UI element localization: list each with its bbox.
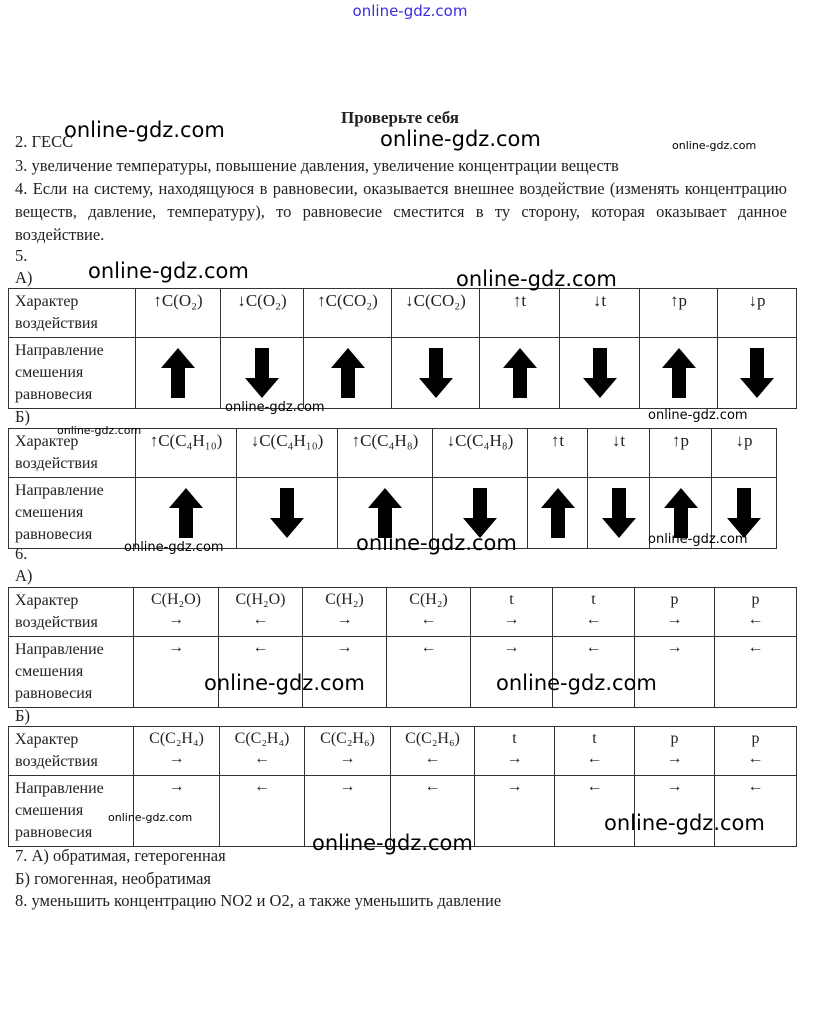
watermark: online-gdz.com [108, 811, 193, 824]
header-cell: t → [471, 588, 553, 637]
arrow-left-icon: ← [252, 611, 269, 628]
direction-cell [136, 338, 221, 409]
direction-cell [560, 338, 640, 409]
header-cell: ↓C(O₂) [221, 289, 304, 338]
answer-3: 3. увеличение температуры, повышение давления, увеличение концентрации веществ [15, 156, 619, 175]
site-header-link[interactable]: online-gdz.com [352, 2, 468, 20]
arrow-up-icon [310, 348, 385, 398]
row-label-effect: Характер воздействия [9, 588, 134, 637]
direction-cell [480, 338, 560, 409]
arrow-right-icon: → [339, 778, 356, 795]
arrow-right-icon: → [666, 778, 683, 795]
watermark: online-gdz.com [648, 532, 748, 547]
arrow-up-icon [534, 488, 581, 538]
direction-cell [718, 338, 797, 409]
header-cell: t ← [555, 727, 635, 776]
answer-4: 4. Если на систему, находящуюся в равновесии, оказывается внешнее воздействие (изменять концентрацию веществ, давление, температуру), то равновесие сместится в ту сторону, которая оказывает данное воздействие. [15, 179, 787, 244]
page-title: Проверьте себя [341, 108, 459, 127]
arrow-down-icon [227, 348, 297, 398]
direction-cell [392, 338, 480, 409]
arrow-down-icon [398, 348, 473, 398]
arrow-up-icon [486, 348, 553, 398]
answer-2: 2. ГЕСС [15, 132, 74, 151]
row-label-effect: Характер воздействия [9, 289, 136, 338]
watermark: online-gdz.com [225, 400, 325, 415]
direction-cell [387, 637, 471, 708]
watermark: online-gdz.com [88, 259, 249, 283]
watermark: online-gdz.com [64, 118, 225, 142]
direction-cell [237, 478, 338, 549]
direction-cell [640, 338, 718, 409]
arrow-left-icon: ← [424, 778, 441, 795]
row-label-direction: Направление смешения равновесия [9, 776, 134, 847]
table-5a-effect-row [9, 289, 797, 338]
row-label-effect: Характер воздействия [9, 727, 134, 776]
header-cell: p ← [715, 727, 797, 776]
table-6a-effect-row [9, 588, 797, 637]
table-5a-direction-row [9, 338, 797, 409]
direction-cell [475, 776, 555, 847]
arrow-up-icon [646, 348, 711, 398]
header-cell: ↑p [640, 289, 718, 338]
arrow-right-icon: → [339, 750, 356, 767]
watermark: online-gdz.com [356, 531, 517, 555]
watermark: online-gdz.com [312, 831, 473, 855]
watermark: online-gdz.com [496, 671, 657, 695]
header-cell: ↑C(C₄H₁₀) [136, 429, 237, 478]
table-6a-direction-row [9, 637, 797, 708]
header-cell: C(C₂H₄) ← [220, 727, 305, 776]
arrow-right-icon: → [666, 750, 683, 767]
header-cell: C(H₂O) ← [219, 588, 303, 637]
arrow-down-icon [594, 488, 643, 538]
row-label-direction: Направление смешения равновесия [9, 338, 136, 409]
header-cell: ↓t [560, 289, 640, 338]
watermark: online-gdz.com [124, 540, 224, 555]
watermark: online-gdz.com [672, 139, 757, 152]
arrow-left-icon: ← [747, 778, 764, 795]
watermark: online-gdz.com [57, 424, 142, 437]
header-cell: ↓C(C₄H₈) [433, 429, 528, 478]
answer-7a: 7. А) обратимая, гетерогенная [15, 846, 226, 865]
arrow-left-icon: ← [585, 639, 602, 656]
arrow-up-icon [142, 488, 230, 538]
header-cell: ↓t [588, 429, 650, 478]
header-cell: ↑p [650, 429, 712, 478]
header-cell: p → [635, 588, 715, 637]
header-cell: p → [635, 727, 715, 776]
arrow-left-icon: ← [747, 611, 764, 628]
arrow-right-icon: → [168, 639, 184, 656]
answer-6: 6. [15, 544, 28, 563]
header-cell: t ← [553, 588, 635, 637]
header-cell: ↑C(C₄H₈) [338, 429, 433, 478]
direction-cell [588, 478, 650, 549]
arrow-right-icon: → [506, 750, 523, 767]
row-label-direction: Направление смешения равновесия [9, 478, 136, 549]
arrow-down-icon [243, 488, 331, 538]
arrow-right-icon: → [336, 611, 353, 628]
arrow-right-icon: → [503, 611, 520, 628]
arrow-left-icon: ← [254, 750, 270, 767]
arrow-left-icon: ← [252, 639, 269, 656]
answer-5: 5. [15, 246, 28, 265]
row-label-effect: Характер воздействия [9, 429, 136, 478]
arrow-down-icon [724, 348, 790, 398]
arrow-left-icon: ← [586, 750, 603, 767]
arrow-up-icon [656, 488, 705, 538]
header-cell: C(H₂O) → [134, 588, 219, 637]
header-cell: C(C₂H₆) ← [391, 727, 475, 776]
header-cell: C(H₂) → [303, 588, 387, 637]
arrow-left-icon: ← [747, 639, 764, 656]
header-cell: ↓p [718, 289, 797, 338]
arrow-right-icon: → [506, 778, 523, 795]
arrow-right-icon: → [666, 611, 683, 628]
arrow-right-icon: → [168, 611, 184, 628]
answer-7b: Б) гомогенная, необратимая [15, 869, 212, 888]
header-cell: ↑t [480, 289, 560, 338]
arrow-right-icon: → [168, 778, 185, 795]
watermark: online-gdz.com [456, 267, 617, 291]
direction-cell [221, 338, 304, 409]
watermark: online-gdz.com [648, 408, 748, 423]
arrow-left-icon: ← [585, 611, 602, 628]
header-cell: p ← [715, 588, 797, 637]
row-label-direction: Направление смешения равновесия [9, 637, 134, 708]
arrow-right-icon: → [503, 639, 520, 656]
header-cell: ↓C(C₄H₁₀) [237, 429, 338, 478]
header-cell: ↑t [528, 429, 588, 478]
header-cell: C(H₂) ← [387, 588, 471, 637]
answer-6b-label: Б) [15, 706, 30, 725]
watermark: online-gdz.com [204, 671, 365, 695]
arrow-left-icon: ← [420, 639, 437, 656]
header-cell: ↓C(CO₂) [392, 289, 480, 338]
answer-6a-label: А) [15, 566, 33, 585]
header-cell: C(C₂H₆) → [305, 727, 391, 776]
direction-cell [136, 478, 237, 549]
arrow-left-icon: ← [747, 750, 764, 767]
watermark: online-gdz.com [380, 127, 541, 151]
table-6b-effect-row [9, 727, 797, 776]
direction-cell [715, 637, 797, 708]
arrow-down-icon [566, 348, 633, 398]
arrow-left-icon: ← [586, 778, 603, 795]
table-5a [8, 288, 797, 409]
answer-5b-label: Б) [15, 407, 30, 426]
header-cell: ↓p [712, 429, 777, 478]
table-6a [8, 587, 797, 708]
arrow-left-icon: ← [424, 750, 441, 767]
direction-cell [220, 776, 305, 847]
header-cell: t → [475, 727, 555, 776]
direction-cell [528, 478, 588, 549]
arrow-left-icon: ← [420, 611, 437, 628]
header-cell: ↑C(CO₂) [304, 289, 392, 338]
header-cell: ↑C(O₂) [136, 289, 221, 338]
watermark: online-gdz.com [604, 811, 765, 835]
arrow-right-icon: → [666, 639, 683, 656]
direction-cell [304, 338, 392, 409]
arrow-right-icon: → [336, 639, 353, 656]
arrow-down-icon [718, 488, 770, 538]
answer-5a-label: А) [15, 268, 33, 287]
header-cell: C(C₂H₄) → [134, 727, 220, 776]
answer-8: 8. уменьшить концентрацию NO2 и O2, а также уменьшить давление [15, 891, 502, 910]
arrow-right-icon: → [168, 750, 185, 767]
arrow-up-icon [142, 348, 214, 398]
arrow-left-icon: ← [254, 778, 270, 795]
